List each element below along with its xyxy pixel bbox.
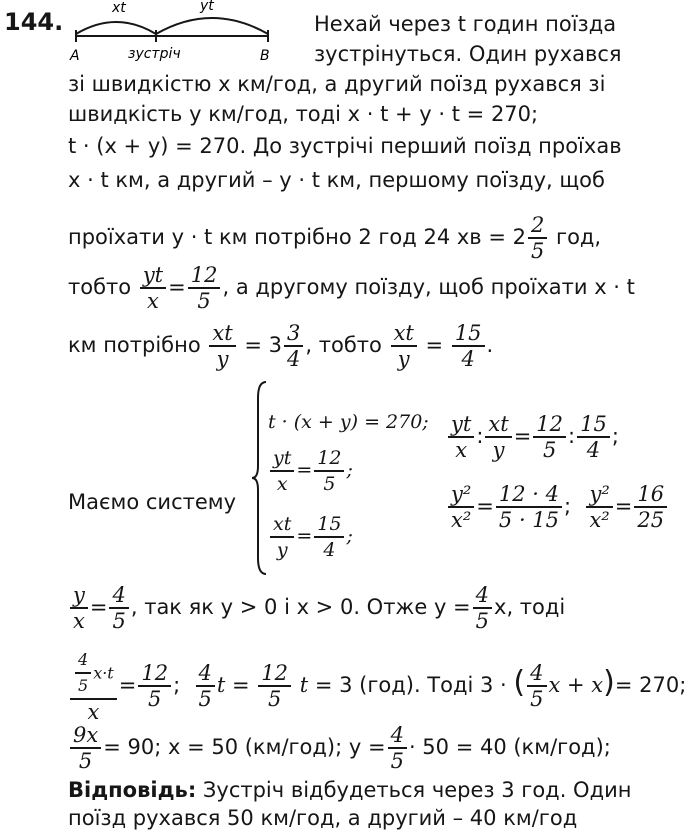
line-7 [68,212,601,263]
line-9: км потрібно $\frac{xt}{y}$ = 3 $\frac{3}{4}$ , тобто $\frac{xt}{y}$ = $\frac{15}{4}$ . [68,321,494,371]
line-1: Нехай через t годин поїзда [314,12,617,36]
line-2: зустрінуться. Один рухався [314,42,622,66]
line-5: t · (x + y) = 270. До зустрічі перший поїзд проїхав [68,134,622,158]
frac-yt-x: $\frac{yt}{x}$ [140,263,166,313]
problem-number: 144. [4,8,64,36]
line-9-mid: , тобто [305,333,382,357]
arc-left-label: xt [112,0,126,16]
whole-3: 3 [268,333,283,357]
line-11: $\frac{y}{x}$ = $\frac{4}{5}$ , так як y > 0 і x > 0. Отже y = $\frac{4}{5}$ x, тоді [68,582,565,633]
line-8-text: тобто [68,275,132,299]
answer-line-2: поїзд рухався 50 км/год, а другий – 40 км/год [68,806,578,830]
calc-ratio-2: $\frac{\text{y²}}{\text{x²}}$ = $\frac{12 \cdot 4}{5 \cdot 15}$ ; $\frac{\text{y²}}{\text{x²}}$ = $\frac{16}{25}$ [446,482,669,532]
line-3: зі швидкістю x км/год, а другий поїзд рухався зі [68,72,606,96]
line-8-tail: , а другому поїзду, щоб проїхати x · t [222,275,635,299]
line-7-tail: год, [556,225,602,249]
frac-3-4: $\frac{3}{4}$ [284,321,303,371]
meeting-diagram [68,0,288,64]
system-eq-2: $\frac{yt}{x}$ = $\frac{12}{5}$ ; [268,446,353,496]
line-7-text: проїхати y · t км потрібно 2 год 24 хв = 2 [68,225,526,249]
line-8: тобто $\frac{yt}{x}$ = $\frac{12}{5}$ , а другому поїзду, щоб проїхати x · t [68,263,635,313]
answer-label: Відповідь: [68,778,197,802]
frac-15-4: $\frac{15}{4}$ [452,321,485,371]
frac-12-5: $\frac{12}{5}$ [188,263,221,313]
complex-frac: $\frac{4}{5}$ x·t x [70,648,117,724]
frac-xt-y: $\frac{xt}{y}$ [209,321,235,371]
system-label: Маємо систему [68,490,237,514]
line-4: швидкість y км/год, тоді x · t + y · t = 270; [68,102,539,126]
calc-ratio-1: $\frac{yt}{x}$ : $\frac{xt}{y}$ = $\frac{12}{5}$ : $\frac{15}{4}$ ; [446,412,619,462]
answer-line-1: Відповідь: Зустріч відбудеться через 3 год. Один [68,778,632,802]
arc-right-label: yt [200,0,214,14]
line-9-text: км потрібно [68,333,201,357]
system-eq-1: t · (x + y) = 270; [268,411,429,433]
meet-label: зустріч [128,46,181,62]
frac-2-5: $\frac{2}{5}$ [528,213,547,263]
line-12: $\frac{4}{5}$ x·t x = $\frac{12}{5}$ ; $\frac{4}{5}$ t = $\frac{12}{5}$ t = 3 (год). Тоді 3 · ( $\frac{4}{5}$ x + x)= 270; [68,648,686,724]
system-eq-3: $\frac{xt}{y}$ = $\frac{15}{4}$ ; [268,512,353,562]
point-a-label: A [70,48,80,64]
line-6: x · t км, а другий – y · t км, першому поїзду, щоб [68,168,605,192]
line-13: $\frac{9x}{5}$ = 90; x = 50 (км/год); y = $\frac{4}{5}$ · 50 = 40 (км/год); [68,722,611,773]
frac-xt-y-2: $\frac{xt}{y}$ [391,321,417,371]
point-b-label: B [260,48,270,64]
